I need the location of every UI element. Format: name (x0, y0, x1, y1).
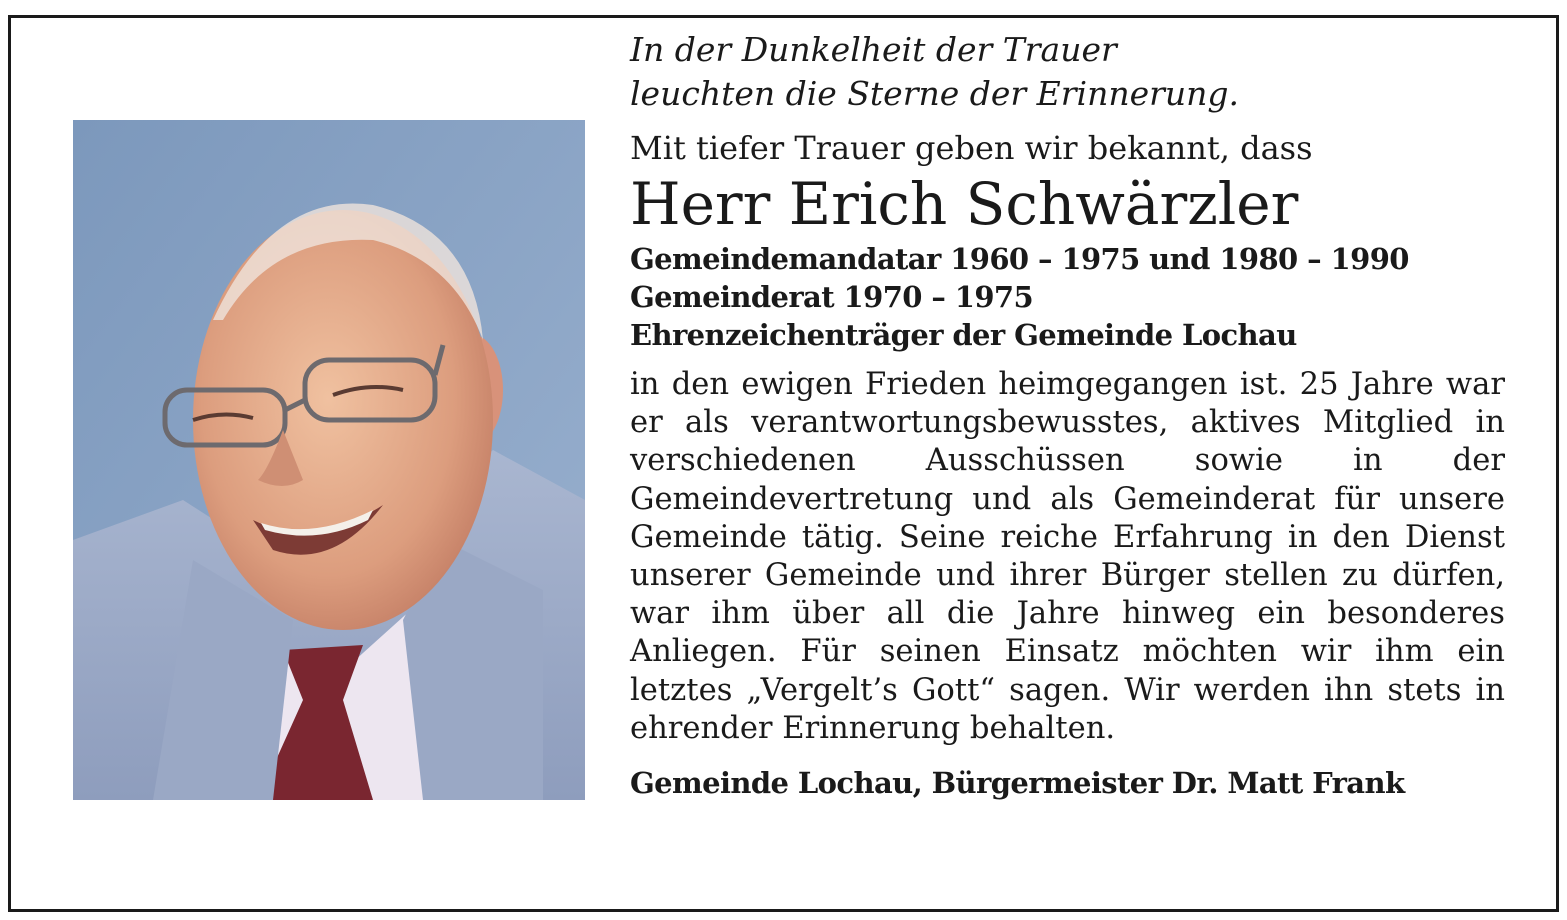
portrait-photo (73, 120, 585, 800)
role-line-2: Gemeinderat 1970 – 1975 (630, 280, 1034, 314)
role-line-1: Gemeindemandatar 1960 – 1975 und 1980 – 1990 (630, 242, 1409, 276)
role-line-3: Ehrenzeichenträger der Gemeinde Lochau (630, 318, 1297, 352)
notice-body: in den ewigen Frieden heimgegangen ist. 25 Jahre war er als verantwortungsbewusstes, aktives Mitglied in verschiedenen Ausschüssen sowie in der Gemeindevertretung und als Gemeinderat für unsere Gemeinde tätig. Seine reiche Erfahrung in den Dienst unserer Gemeinde und ihrer Bürger stellen zu dürfen, war ihm über all die Jahre hinweg ein besonderes Anliegen. Für seinen Einsatz möchten wir ihm ein letztes „Vergelt’s Gott“ sagen. Wir werden ihn stets in ehrender Erinnerung behalten. (630, 367, 1505, 746)
deceased-name: Herr Erich Schwärzler (630, 170, 1299, 238)
notice-text (630, 28, 1510, 802)
quote-line-2: leuchten die Sterne der Erinnerung. (630, 74, 1240, 113)
signature: Gemeinde Lochau, Bürgermeister Dr. Matt Frank (630, 766, 1405, 801)
quote-line-1: In der Dunkelheit der Trauer (630, 30, 1117, 69)
intro-line: Mit tiefer Trauer geben wir bekannt, dass (630, 129, 1313, 167)
